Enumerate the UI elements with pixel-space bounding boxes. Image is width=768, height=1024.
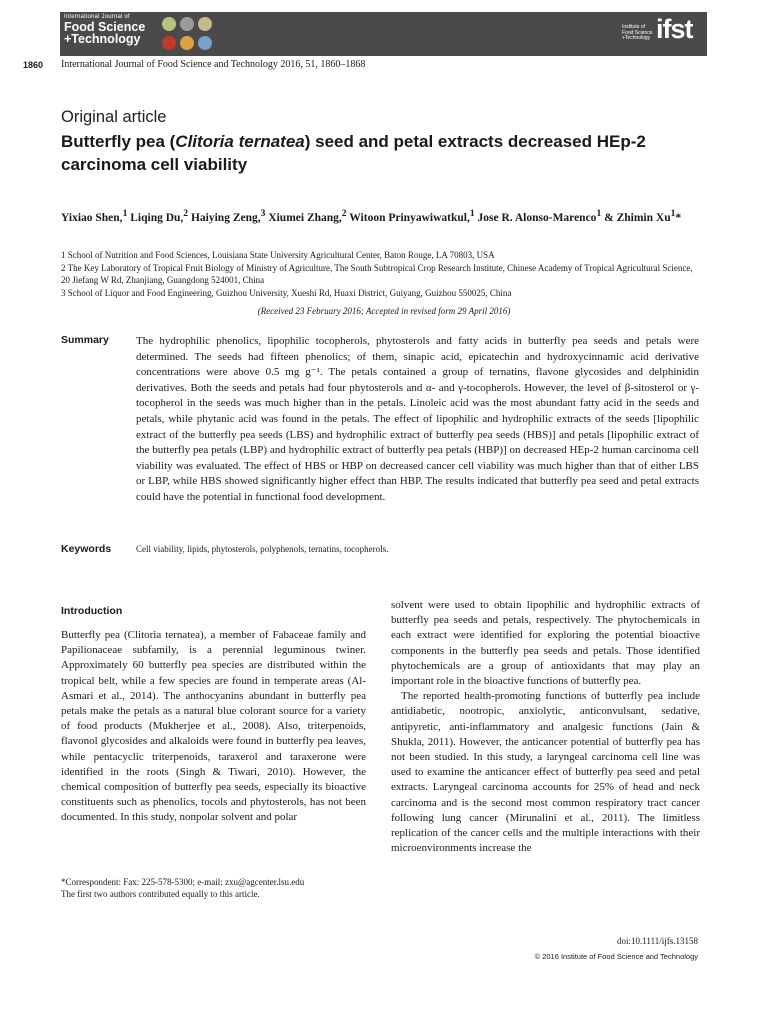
author: Liqing Du,$^2$ bbox=[130, 208, 189, 224]
ifst-small-line2: Food Science bbox=[622, 29, 653, 36]
running-head: International Journal of Food Science and Technology 2016, 51, 1860–1868 bbox=[61, 59, 366, 70]
journal-logo bbox=[64, 14, 150, 54]
title-part2: ) seed and petal extracts decreased HEp-2 carcinoma cell viability bbox=[61, 132, 646, 174]
intro-paragraph: The reported health-promoting functions of butterfly pea include antidiabetic, nootropic, anxiolytic, anticonvulsant, sedative, antipyretic, anti-inflammatory and analgesic functions (Jain & Shukla, 2011). However, the anticancer potential of butterfly pea has not been studied. In this study, a laryngeal carcinoma cell line was used to examine the anticancer effect of butterfly pea seed and petal extracts. Laryngeal carcinoma accounts for 25% of head and neck carcinoma and is the second most common respiratory tract cancer following lung cancer (Mirunalini et al., 2011). The limitless replication of the cancer cells and the multiple interactions with their microenvironments increase the bbox=[391, 690, 700, 855]
ifst-logo bbox=[618, 16, 704, 50]
intro-paragraph: solvent were used to obtain lipophilic and hydrophilic extracts of butterfly pea seeds and petals, respectively. The phytochemicals in each extract were identified for exploring the potential bioactive components in the butterfly pea seeds and petals. Those identified phytochemicals are a group of antioxidants that may play an important role in the bioactive functions of butterfly pea. bbox=[391, 599, 700, 688]
plant-icon bbox=[198, 17, 212, 31]
doi: doi:10.1111/ijfs.13158 bbox=[617, 936, 698, 946]
flask-icon bbox=[180, 17, 194, 31]
author: Yixiao Shen,$^1$ bbox=[61, 208, 128, 224]
journal-logo-line3: +Technology bbox=[64, 32, 141, 46]
summary-label: Summary bbox=[61, 334, 109, 346]
affiliations bbox=[61, 249, 701, 299]
grain-icon bbox=[162, 17, 176, 31]
ifst-small-line3: +Technology bbox=[622, 35, 651, 41]
author: Witoon Prinyawiwatkul,$^1$ bbox=[349, 208, 475, 224]
ifst-small-line1: Institute of bbox=[622, 24, 646, 30]
keywords-label: Keywords bbox=[61, 543, 112, 555]
ifst-wordmark: ifst bbox=[656, 14, 693, 44]
fruit-icon bbox=[162, 36, 176, 50]
author: Zhimin Xu$^1$* bbox=[616, 208, 682, 224]
copyright: © 2016 Institute of Food Science and Technology bbox=[534, 952, 698, 961]
summary-text: The hydrophilic phenolics, lipophilic tocopherols, phytosterols and fatty acids in butterfly pea seeds and petals were determined. The seeds had fifteen phenolics; of them, sinapic acid, epicatechin and hydroxycinnamic acid derivative concentrations were above 0.5 mg g⁻¹. The petals contained a group of ternatins, flavone glycosides and delphinidin derivatives. Both the seeds and petals had four phytosterols and α- and γ-tocopherols. However, the level of β-sitosterol or γ-tocopherol in the seeds was much higher than in the petals. Linoleic acid was the most abundant fatty acid in the seeds and petals, while phytanic acid was found in the petals. The effect of lipophilic and hydrophilic extracts of the seeds [lipophilic extract of the butterfly pea seeds (LBS) and hydrophilic extract of butterfly pea seeds (HBS)] and petals [lipophilic extract of the butterfly pea petals (LBP) and hydrophilic extract of butterfly pea petals (HBP)] on decreased HEp-2 human carcinoma cell viability was evaluated. The effect of HBS or HBP on decreased cancer cell viability was much higher than that of either LBS or LBP, while HBS showed significantly higher effect than HBP. The results indicated that butterfly pea seed and petal extracts could have the potential in functional food development. bbox=[136, 335, 699, 503]
intro-right-column bbox=[391, 598, 700, 856]
author: Xiumei Zhang,$^2$ bbox=[268, 208, 347, 224]
journal-banner bbox=[60, 12, 707, 56]
article-type: Original article bbox=[61, 108, 167, 126]
footnotes bbox=[61, 876, 366, 900]
journal-logo-line1: International Journal of bbox=[64, 14, 130, 20]
article-title bbox=[61, 130, 721, 176]
received-dates: (Received 23 February 2016; Accepted in revised form 29 April 2016) bbox=[257, 306, 511, 316]
equal-contribution-note: The first two authors contributed equally to this article. bbox=[61, 889, 260, 899]
correspondent-note: *Correspondent: Fax: 225-578-5300; e-mail: zxu@agcenter.lsu.edu bbox=[61, 877, 305, 887]
page-number: 1860 bbox=[23, 60, 44, 70]
intro-left-column: Butterfly pea (Clitoria ternatea), a member of Fabaceae family and Papilionaceae subfamily, is a perennial leguminous twiner. Approximately 60 butterfly pea species are distributed within the tropical belt, while a few species are found in temperate areas (Al-Asmari et al., 2014). The anthocyanins abundant in butterfly pea petals make the petals as a natural blue colorant source for a variety of food products (Mukherjee et al., 2008). Also, triterpenoids, flavonol glycosides and alkaloids were found in butterfly pea leaves, while pentacyclic triterpenoids, taraxerol and taraxerone were identified in the roots (Singh & Tiwari, 2010). However, the chemical composition of butterfly pea seeds, especially its bioactive constituents such as phenolics, tocols and phytosterols, has not been documented. In this study, nonpolar solvent and polar bbox=[61, 629, 366, 824]
affiliation: 3 School of Liquor and Food Engineering, Guizhou University, Xueshi Rd, Huaxi District, Guiyang, Guizhou 550025, China bbox=[61, 287, 512, 298]
author: Jose R. Alonso-Marenco$^1$ & bbox=[477, 208, 614, 224]
introduction-heading: Introduction bbox=[61, 605, 123, 617]
author-list bbox=[61, 206, 701, 226]
keywords-text: Cell viability, lipids, phytosterols, polyphenols, ternatins, tocopherols. bbox=[136, 544, 389, 554]
journal-logo-line2: Food Science bbox=[64, 20, 146, 34]
author: Haiying Zeng,$^3$ bbox=[190, 208, 266, 224]
affiliation: 2 The Key Laboratory of Tropical Fruit Biology of Ministry of Agriculture, The South Subtropical Crop Research Institute, Chinese Academy of Tropical Agricultural Science, 20 Jiefang W Rd, Zhanjiang, Guangdong 524001, China bbox=[61, 262, 693, 285]
ifst-small-text bbox=[622, 25, 654, 42]
title-species: Clitoria ternatea bbox=[175, 132, 305, 151]
title-part1: Butterfly pea ( bbox=[61, 132, 176, 151]
affiliation: 1 School of Nutrition and Food Sciences, Louisiana State University Agricultural Center, Baton Rouge, LA 70803, USA bbox=[61, 250, 495, 260]
food-icon bbox=[180, 36, 194, 50]
microscope-icon bbox=[198, 36, 212, 50]
cover-icons-image bbox=[160, 15, 216, 53]
